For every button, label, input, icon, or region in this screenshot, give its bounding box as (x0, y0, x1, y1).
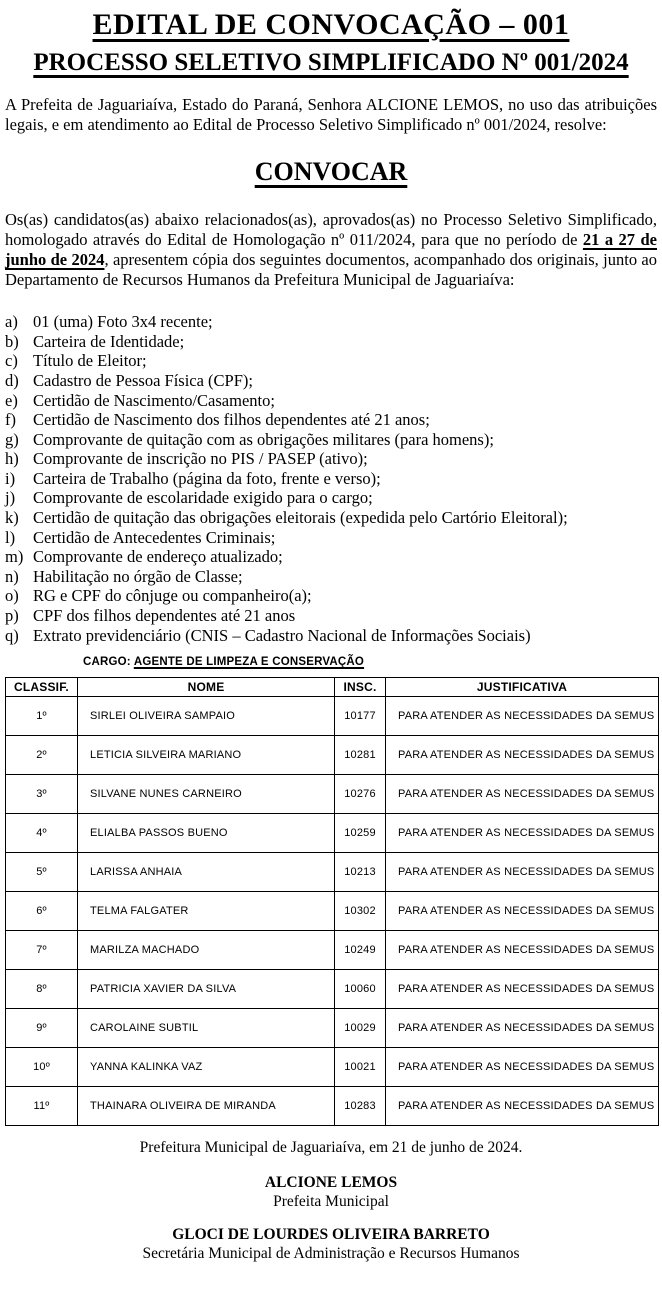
document-item (5, 332, 657, 352)
table-row (6, 697, 659, 736)
requirements-text-after: , apresentem cópia dos seguintes documentos, acompanhado dos originais, junto ao Departamento de Recursos Humanos da Prefeitura Municipal de Jaguariaíva: (5, 250, 657, 290)
document-item (5, 488, 657, 508)
signature1-title: Prefeita Municipal (273, 1193, 389, 1211)
convocar-heading-text: CONVOCAR (254, 157, 408, 187)
document-item-text: Extrato previdenciário (CNIS – Cadastro Nacional de Informações Sociais) (33, 625, 531, 645)
document-item-letter: g) (5, 429, 19, 449)
document-item-text: Cadastro de Pessoa Física (CPF); (33, 370, 253, 390)
cell-insc: 10281 (335, 736, 386, 775)
document-item-letter: c) (5, 351, 18, 371)
document-item-letter: n) (5, 566, 19, 586)
document-item (5, 351, 657, 371)
cell-justificativa: PARA ATENDER AS NECESSIDADES DA SEMUS (386, 1087, 659, 1126)
cell-nome: LARISSA ANHAIA (78, 853, 335, 892)
document-item (5, 567, 657, 587)
document-item-text: Certidão de quitação das obrigações eleitorais (expedida pelo Cartório Eleitoral); (33, 508, 568, 528)
document-item (5, 626, 657, 646)
cell-classif: 11º (6, 1087, 78, 1126)
requirements-paragraph (5, 210, 657, 290)
cell-insc: 10177 (335, 697, 386, 736)
document-item (5, 371, 657, 391)
document-item-text: Comprovante de endereço atualizado; (33, 547, 283, 567)
cell-nome: PATRICIA XAVIER DA SILVA (78, 970, 335, 1009)
cell-insc: 10213 (335, 853, 386, 892)
document-item-text: 01 (uma) Foto 3x4 recente; (33, 312, 213, 332)
cargo-value: AGENTE DE LIMPEZA E CONSERVAÇÃO (133, 656, 365, 669)
cell-insc: 10276 (335, 775, 386, 814)
cell-justificativa: PARA ATENDER AS NECESSIDADES DA SEMUS (386, 931, 659, 970)
table-header-row (6, 678, 659, 697)
document-item-text: Carteira de Identidade; (33, 331, 185, 351)
table-body (6, 697, 659, 1126)
document-item-text: Certidão de Nascimento dos filhos dependentes até 21 anos; (33, 410, 430, 430)
page-subtitle (5, 49, 657, 78)
document-item-text: Comprovante de escolaridade exigido para o cargo; (33, 488, 373, 508)
cell-insc: 10029 (335, 1009, 386, 1048)
document-item-letter: i) (5, 468, 16, 488)
document-footer (5, 1139, 657, 1263)
cell-insc: 10302 (335, 892, 386, 931)
cell-nome: SIRLEI OLIVEIRA SAMPAIO (78, 697, 335, 736)
document-item-letter: a) (5, 312, 18, 332)
cell-nome: ELIALBA PASSOS BUENO (78, 814, 335, 853)
deadline-period: 21 a 27 de junho de 2024 (5, 230, 658, 270)
cell-insc: 10283 (335, 1087, 386, 1126)
document-item-text: Certidão de Antecedentes Criminais; (33, 527, 276, 547)
document-item-letter: k) (5, 508, 19, 528)
cell-classif: 9º (6, 1009, 78, 1048)
page-title-text: EDITAL DE CONVOCAÇÃO – 001 (92, 8, 570, 41)
cargo-line (83, 656, 657, 668)
table-header-cell: NOME (78, 678, 335, 697)
document-item-letter: o) (5, 586, 19, 606)
cell-justificativa: PARA ATENDER AS NECESSIDADES DA SEMUS (386, 853, 659, 892)
document-item (5, 586, 657, 606)
table-row (6, 853, 659, 892)
table-row (6, 775, 659, 814)
document-item (5, 391, 657, 411)
footer-date-line: Prefeitura Municipal de Jaguariaíva, em 21 de junho de 2024. (139, 1139, 523, 1157)
cell-classif: 6º (6, 892, 78, 931)
page-subtitle-text: PROCESSO SELETIVO SIMPLIFICADO Nº 001/2024 (33, 48, 629, 76)
table-row (6, 1009, 659, 1048)
documents-list (5, 312, 657, 645)
cell-justificativa: PARA ATENDER AS NECESSIDADES DA SEMUS (386, 1009, 659, 1048)
document-item-letter: h) (5, 449, 19, 469)
document-item-text: Comprovante de quitação com as obrigações militares (para homens); (33, 429, 494, 449)
document-item-letter: b) (5, 331, 19, 351)
requirements-text-before: Os(as) candidatos(as) abaixo relacionados(as), aprovados(as) no Processo Seletivo Simplificado, homologado através do Edital de Homologação nº 011/2024, para que no período de (5, 210, 657, 250)
cell-nome: TELMA FALGATER (78, 892, 335, 931)
cell-justificativa: PARA ATENDER AS NECESSIDADES DA SEMUS (386, 775, 659, 814)
cargo-label: CARGO: (83, 656, 134, 669)
document-item-letter: e) (5, 390, 18, 410)
document-item (5, 508, 657, 528)
table-header-cell: INSC. (335, 678, 386, 697)
cell-classif: 2º (6, 736, 78, 775)
cell-classif: 5º (6, 853, 78, 892)
document-item-letter: p) (5, 606, 19, 626)
document-item-text: CPF dos filhos dependentes até 21 anos (33, 606, 296, 626)
signature2-name: GLOCI DE LOURDES OLIVEIRA BARRETO (172, 1226, 490, 1244)
document-item (5, 528, 657, 548)
document-item-letter: d) (5, 370, 19, 390)
cell-nome: MARILZA MACHADO (78, 931, 335, 970)
document-item-letter: j) (5, 488, 16, 508)
table-row (6, 931, 659, 970)
document-item (5, 469, 657, 489)
cell-justificativa: PARA ATENDER AS NECESSIDADES DA SEMUS (386, 970, 659, 1009)
cell-nome: CAROLAINE SUBTIL (78, 1009, 335, 1048)
cell-justificativa: PARA ATENDER AS NECESSIDADES DA SEMUS (386, 697, 659, 736)
document-item-letter: q) (5, 625, 19, 645)
cell-nome: THAINARA OLIVEIRA DE MIRANDA (78, 1087, 335, 1126)
document-item-letter: f) (5, 410, 16, 430)
cell-insc: 10060 (335, 970, 386, 1009)
document-item (5, 449, 657, 469)
document-item (5, 606, 657, 626)
cell-classif: 3º (6, 775, 78, 814)
cell-classif: 10º (6, 1048, 78, 1087)
signature1-name: ALCIONE LEMOS (264, 1174, 398, 1192)
table-row (6, 1048, 659, 1087)
document-item-text: Título de Eleitor; (33, 351, 147, 371)
document-item-text: Comprovante de inscrição no PIS / PASEP (ativo); (33, 449, 368, 469)
table-row (6, 814, 659, 853)
table-row (6, 1087, 659, 1126)
intro-paragraph: A Prefeita de Jaguariaíva, Estado do Paraná, Senhora ALCIONE LEMOS, no uso das atribuições legais, e em atendimento ao Edital de Processo Seletivo Simplificado nº 001/2024, resolve: (5, 95, 657, 135)
signature2-title: Secretária Municipal de Administração e Recursos Humanos (142, 1245, 520, 1263)
document-item (5, 312, 657, 332)
cell-classif: 7º (6, 931, 78, 970)
cell-nome: SILVANE NUNES CARNEIRO (78, 775, 335, 814)
table-row (6, 970, 659, 1009)
page-title (5, 8, 657, 43)
document-item (5, 547, 657, 567)
table-row (6, 892, 659, 931)
document-item-letter: m) (5, 547, 24, 567)
table-header-cell: CLASSIF. (6, 678, 78, 697)
candidates-table (5, 677, 659, 1126)
document-item (5, 430, 657, 450)
cell-justificativa: PARA ATENDER AS NECESSIDADES DA SEMUS (386, 1048, 659, 1087)
cell-insc: 10021 (335, 1048, 386, 1087)
document-item-text: Certidão de Nascimento/Casamento; (33, 390, 275, 410)
document-item-text: RG e CPF do cônjuge ou companheiro(a); (33, 586, 312, 606)
document-item-text: Habilitação no órgão de Classe; (33, 566, 243, 586)
cell-classif: 1º (6, 697, 78, 736)
cell-nome: YANNA KALINKA VAZ (78, 1048, 335, 1087)
cell-insc: 10249 (335, 931, 386, 970)
cell-insc: 10259 (335, 814, 386, 853)
document-item-text: Carteira de Trabalho (página da foto, frente e verso); (33, 468, 381, 488)
table-row (6, 736, 659, 775)
cell-classif: 8º (6, 970, 78, 1009)
document-item (5, 410, 657, 430)
table-header-cell: JUSTIFICATIVA (386, 678, 659, 697)
cell-justificativa: PARA ATENDER AS NECESSIDADES DA SEMUS (386, 736, 659, 775)
cell-nome: LETICIA SILVEIRA MARIANO (78, 736, 335, 775)
cell-justificativa: PARA ATENDER AS NECESSIDADES DA SEMUS (386, 814, 659, 853)
document-item-letter: l) (5, 527, 16, 547)
cell-justificativa: PARA ATENDER AS NECESSIDADES DA SEMUS (386, 892, 659, 931)
cell-classif: 4º (6, 814, 78, 853)
convocar-heading (5, 157, 657, 187)
